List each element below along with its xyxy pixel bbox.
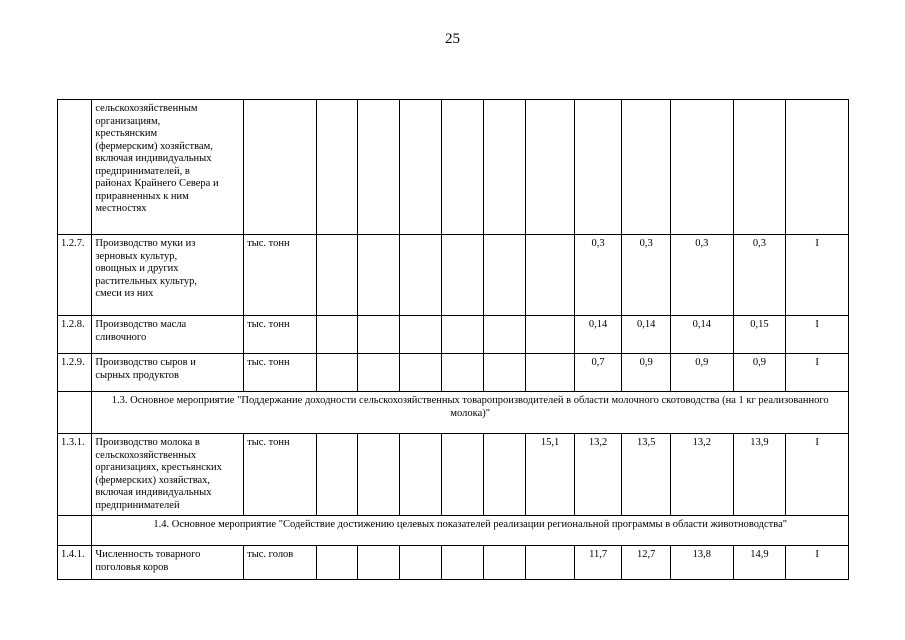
unit-cell: тыс. тонн [244,316,317,354]
value-cell [670,100,733,235]
value-cell [483,235,525,316]
unit-cell [244,100,317,235]
indicator-name-line: сельскохозяйственных [95,449,197,461]
value-cell: 13,8 [670,546,733,580]
value-cell [316,316,357,354]
value-cell: 11,7 [574,546,622,580]
value-cell [483,546,525,580]
indicator-name-line: Производство сыров и [95,357,196,368]
indicator-name-line: включая индивидуальных [95,487,212,498]
value-cell [574,100,622,235]
value-cell: 14,9 [733,546,786,580]
unit-cell: тыс. тонн [244,354,317,392]
value-cell: 0,3 [670,235,733,316]
indicator-name [92,546,244,580]
value-cell [442,434,483,516]
table-row [58,316,849,354]
value-cell [442,235,483,316]
value-cell [316,546,357,580]
value-cell [483,316,525,354]
value-cell: 13,2 [670,434,733,516]
indicator-name-line: (фермерским) хозяйствам, [95,140,213,152]
value-cell [399,434,441,516]
value-cell [526,235,575,316]
indicator-name-line: Производство муки из [95,238,196,249]
value-cell: 0,9 [733,354,786,392]
value-cell [733,100,786,235]
value-cell: 0,14 [574,316,622,354]
value-cell: 0,3 [622,235,671,316]
value-cell [358,316,399,354]
value-cell: 0,3 [574,235,622,316]
indicator-name-line: приравненных к ним [95,190,189,202]
value-cell: I [786,235,849,316]
value-cell: 0,14 [670,316,733,354]
value-cell [483,100,525,235]
indicator-name-line: сельскохозяйственным [95,103,198,114]
unit-cell: тыс. голов [244,546,317,580]
indicator-name [92,354,244,392]
unit-cell: тыс. тонн [244,434,317,516]
indicator-name-line: зерновых культур, [95,250,178,262]
value-cell [316,235,357,316]
row-number: 1.2.7. [58,235,92,316]
value-cell: I [786,434,849,516]
indicator-name-line: предпринимателей, в [95,165,190,177]
value-cell [442,100,483,235]
value-cell: 0,15 [733,316,786,354]
value-cell: 0,9 [670,354,733,392]
indicator-name-line: крестьянским [95,128,158,139]
indicator-name [92,434,244,516]
row-number [58,516,92,546]
indicator-name-line: предпринимателей [95,499,180,511]
indicator-name-line: организациях, крестьянских [95,462,222,473]
value-cell: I [786,316,849,354]
indicator-name-line: Производство масла [95,319,187,330]
indicator-name-line: Численность товарного [95,549,201,560]
indicator-name-line: смеси из них [95,288,154,299]
value-cell [358,100,399,235]
indicator-name-line: местностях [95,203,147,214]
value-cell: 0,3 [733,235,786,316]
section-heading-row [58,392,849,434]
section-heading: 1.3. Основное мероприятие "Поддержание доходности сельскохозяйственных товаропроизводителей в области молочного скотоводства (на 1 кг реализованного молока)" [92,392,849,434]
value-cell [399,354,441,392]
value-cell: 15,1 [526,434,575,516]
unit-cell: тыс. тонн [244,235,317,316]
row-number [58,392,92,434]
value-cell [358,235,399,316]
value-cell: 13,9 [733,434,786,516]
section-heading-row [58,516,849,546]
value-cell: 13,2 [574,434,622,516]
table-row [58,354,849,392]
value-cell [358,434,399,516]
indicator-name [92,316,244,354]
value-cell [399,546,441,580]
row-number [58,100,92,235]
value-cell [399,100,441,235]
value-cell: 13,5 [622,434,671,516]
indicator-table [57,99,849,580]
value-cell [786,100,849,235]
row-number: 1.2.8. [58,316,92,354]
value-cell: I [786,546,849,580]
value-cell [399,316,441,354]
value-cell [358,546,399,580]
indicator-name-line: поголовья коров [95,561,169,573]
value-cell: 0,9 [622,354,671,392]
value-cell [526,354,575,392]
indicator-name [92,235,244,316]
value-cell [316,434,357,516]
indicator-name [92,100,244,235]
value-cell: 12,7 [622,546,671,580]
value-cell [526,546,575,580]
value-cell [483,434,525,516]
value-cell: 0,7 [574,354,622,392]
table-row [58,546,849,580]
value-cell [442,546,483,580]
table-body [58,100,849,580]
value-cell: I [786,354,849,392]
value-cell: 0,14 [622,316,671,354]
row-number: 1.2.9. [58,354,92,392]
indicator-name-line: сырных продуктов [95,369,179,381]
page-number: 25 [445,31,460,47]
value-cell [526,316,575,354]
value-cell [316,100,357,235]
row-number: 1.4.1. [58,546,92,580]
value-cell [483,354,525,392]
table-row [58,235,849,316]
indicator-name-line: Производство молока в [95,437,200,448]
indicator-name-line: растительных культур, [95,275,197,287]
value-cell [316,354,357,392]
indicator-name-line: районах Крайнего Севера и [95,178,219,189]
section-heading: 1.4. Основное мероприятие "Содействие достижению целевых показателей реализации региональной программы в области животноводства" [92,516,849,546]
indicator-name-line: сливочного [95,331,147,343]
indicator-name-line: организациям, [95,115,161,127]
value-cell [622,100,671,235]
value-cell [526,100,575,235]
value-cell [399,235,441,316]
indicator-name-line: включая индивидуальных [95,153,212,164]
row-number: 1.3.1. [58,434,92,516]
indicator-name-line: (фермерских) хозяйствах, [95,474,211,486]
value-cell [442,354,483,392]
table-row [58,100,849,235]
value-cell [358,354,399,392]
table-row [58,434,849,516]
value-cell [442,316,483,354]
indicator-name-line: овощных и других [95,263,179,274]
